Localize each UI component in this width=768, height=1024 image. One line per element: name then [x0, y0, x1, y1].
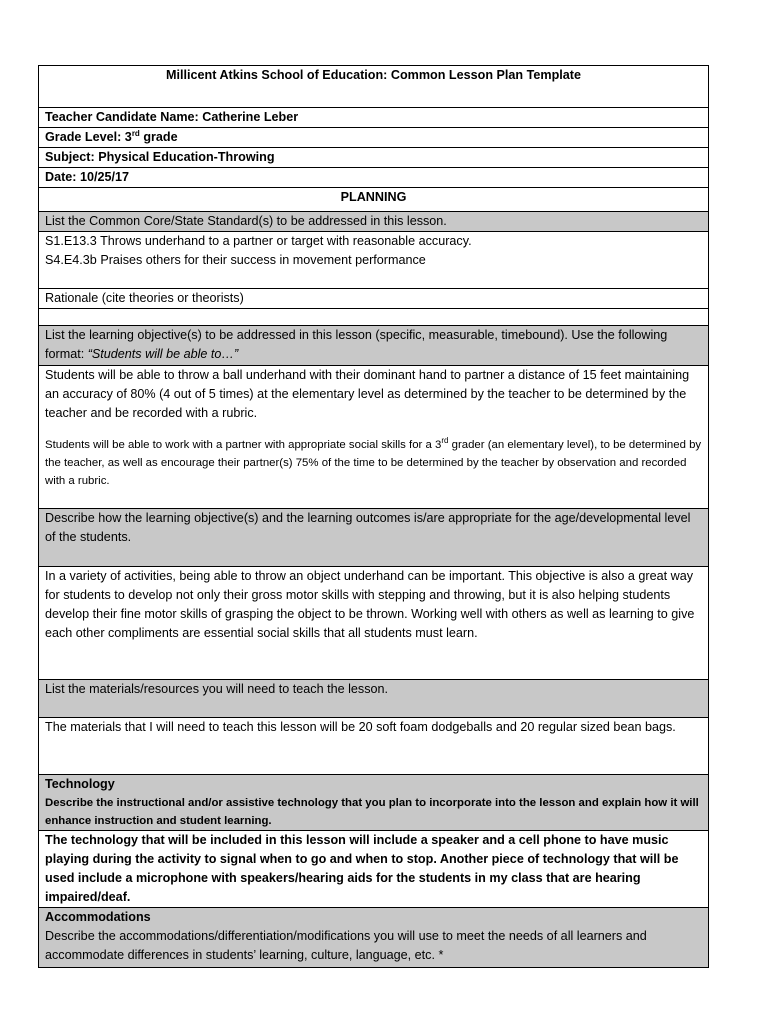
rationale-answer: [39, 309, 709, 326]
technology-answer: The technology that will be included in this lesson will include a speaker and a cell phone to have music playing during the activity to signal when to go and when to stop. Another piece of technology that will be used include a microphone with speakers/hearing aids for the students in my class that are hearing impaired/deaf.: [39, 831, 709, 908]
grade-level-number: 3: [124, 130, 132, 144]
grade-level-label: Grade Level:: [45, 130, 122, 144]
technology-prompt: [39, 775, 709, 831]
grade-level-word: grade: [143, 130, 178, 144]
date-row: [39, 168, 709, 188]
objectives-prompt: [39, 326, 709, 366]
objectives-prompt-text: List the learning objective(s) to be addressed in this lesson (specific, measurable, timebound). Use the following format:: [45, 328, 668, 361]
rationale-prompt: Rationale (cite theories or theorists): [39, 289, 709, 309]
objective-2: Students will be able to work with a partner with appropriate social skills for a 3rd grader (an elementary level), to be determined by the teacher, as well as encourage their partner(s) 75% of the time to be determined by the teacher by observation and recorded with a rubric.: [45, 436, 702, 487]
subject-value: Physical Education-Throwing: [98, 150, 275, 164]
date-value: 10/25/17: [80, 170, 130, 184]
objective-1: Students will be able to throw a ball underhand with their dominant hand to partner a distance of 15 feet maintaining an accuracy of 80% (4 out of 5 times) at the elementary level as determined by the teacher to be determined by the teacher and be recorded with a rubric.: [45, 368, 690, 420]
planning-heading: PLANNING: [39, 188, 709, 212]
outcomes-answer: In a variety of activities, being able to throw an object underhand can be important. This objective is also a great way for students to develop not only their gross motor skills with stepping and throwing, but it is also helping students develop their fine motor skills of grasping the object to be thrown. Working well with others as well as learning to give each other compliments are essential social skills that all students must learn.: [39, 567, 709, 680]
teacher-name-row: [39, 108, 709, 128]
grade-level-suffix: rd: [131, 128, 140, 138]
teacher-name-label: Teacher Candidate Name:: [45, 110, 199, 124]
standard-line: S1.E13.3 Throws underhand to a partner or target with reasonable accuracy.: [45, 234, 472, 248]
accommodations-prompt: [39, 908, 709, 968]
standard-line: S4.E4.3b Praises others for their success in movement performance: [45, 253, 426, 267]
grade-level-row: [39, 128, 709, 148]
date-label: Date:: [45, 170, 77, 184]
document-title: Millicent Atkins School of Education: Common Lesson Plan Template: [39, 66, 709, 108]
subject-label: Subject:: [45, 150, 95, 164]
standards-prompt: List the Common Core/State Standard(s) to be addressed in this lesson.: [39, 212, 709, 232]
accommodations-prompt-text: Describe the accommodations/differentiation/modifications you will use to meet the needs of all learners and accommodate differences in students’ learning, culture, language, etc. *: [45, 929, 647, 962]
technology-prompt-text: Describe the instructional and/or assistive technology that you plan to incorporate into the lesson and explain how it will enhance instruction and student learning.: [45, 797, 699, 827]
accommodations-heading: Accommodations: [45, 910, 151, 924]
lesson-plan-table: [38, 65, 709, 968]
materials-answer: The materials that I will need to teach this lesson will be 20 soft foam dodgeballs and 20 regular sized bean bags.: [39, 718, 709, 775]
subject-row: [39, 148, 709, 168]
objectives-answer: [39, 366, 709, 509]
objectives-prompt-format: “Students will be able to…”: [87, 347, 239, 361]
technology-heading: Technology: [45, 777, 115, 791]
standards-answer: [39, 232, 709, 289]
materials-prompt: List the materials/resources you will need to teach the lesson.: [39, 680, 709, 718]
outcomes-prompt: Describe how the learning objective(s) and the learning outcomes is/are appropriate for the age/developmental level of the students.: [39, 509, 709, 567]
teacher-name-value: Catherine Leber: [202, 110, 299, 124]
